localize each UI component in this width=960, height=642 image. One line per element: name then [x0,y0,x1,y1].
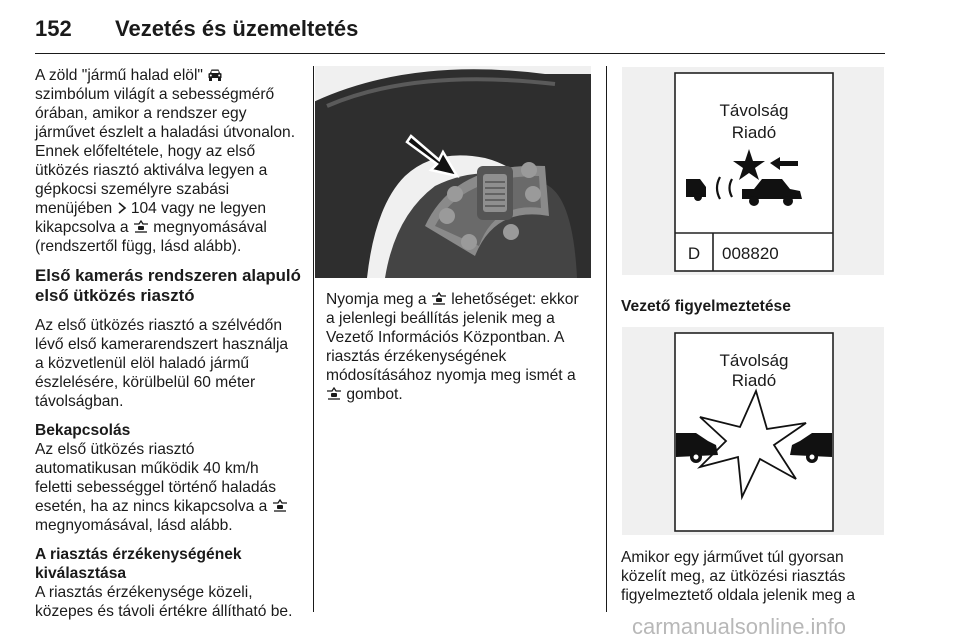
wheel-button [503,224,519,240]
fcw-sensitivity-button-icon [133,220,149,234]
vehicle-ahead-icon [207,68,223,82]
body-line: a jelenlegi beállítás jelenik meg a [326,310,555,327]
body-line: megnyomásával, lásd alább. [35,517,233,534]
body-line: riasztás érzékenységének [326,348,507,365]
body-line: esetén, ha az nincs kikapcsolva a [35,497,303,516]
distance-alert-display [622,67,884,275]
sub-heading: kiválasztása [35,565,127,582]
intro-line: szimbólum világít a sebességmérő [35,86,275,103]
intro-line: járművet észlelt a haladási útvonalon. [35,124,296,141]
column-middle [326,290,598,404]
display-title-line: Riadó [731,123,777,142]
sub-heading: A riasztás érzékenységének [35,546,242,563]
fcw-sensitivity-button-icon [326,387,342,401]
body-line: feletti sebességgel történő haladás [35,479,277,496]
page-number: 152 [35,16,72,41]
display-title-line: Távolság [719,351,789,370]
display-title-line: Riadó [731,371,777,390]
watermark: carmanualsonline.info [632,614,847,639]
column-right [621,297,889,316]
gear-indicator: D [687,244,701,263]
figure-caption: Vezető figyelmeztetése [621,298,791,315]
fcw-sensitivity-button-icon [431,292,447,306]
intro-line: ütközés riasztó aktiválva legyen a [35,162,268,179]
intro-line: (rendszertől függ, lásd alább). [35,238,242,255]
odometer-readout: 008820 [722,244,779,263]
section-title: Vezetés és üzemeltetés [115,16,359,41]
page-reference-icon[interactable] [117,201,127,215]
intro-line: menüjében 104 vagy ne legyen [35,200,267,217]
body-line: a közvetlenül elöl haladó jármű [35,355,250,372]
column-left [35,66,303,621]
body-line: Amikor egy járművet túl gyorsan [621,549,844,566]
section-heading: első ütközés riasztó [35,286,195,305]
body-line: figyelmeztető oldala jelenik meg a [621,587,856,604]
body-line: Az első ütközés riasztó [35,441,195,458]
body-line: Vezető Információs Központban. A [326,329,565,346]
body-line: lévő első kamerarendszert használja [35,336,289,353]
body-line: távolságban. [35,393,124,410]
wheel-button [521,162,537,178]
body-line: észlelésére, körülbelül 60 méter [35,374,256,391]
wheel-button [447,186,463,202]
section-heading: Első kamerás rendszeren alapuló [35,266,301,285]
column-right-text [621,548,889,605]
intro-line: gépkocsi személyre szabási [35,181,230,198]
intro-line: A zöld "jármű halad elöl" [35,66,303,85]
fcw-sensitivity-button-icon [272,499,288,513]
driver-warning-display [622,327,884,535]
page-header [35,14,885,54]
body-line: Az első ütközés riasztó a szélvédőn [35,317,283,334]
body-line: A riasztás érzékenysége közeli, [35,584,253,601]
wheel-button [525,186,541,202]
body-line: közepes és távoli értékre állítható be. [35,603,293,620]
wheel-button [461,234,477,250]
sub-heading: Bekapcsolás [35,422,131,439]
display-title-line: Távolság [719,101,789,120]
column-divider-right [606,66,607,612]
steering-wheel-illustration [315,66,591,278]
intro-line: órában, amikor a rendszer egy [35,105,247,122]
body-line: közelít meg, az ütközési riasztás [621,568,846,585]
intro-line: kikapcsolva a megnyomásával [35,219,267,236]
wheel-button [439,208,455,224]
body-line: módosításához nyomja meg ismét a [326,367,576,384]
body-line: Nyomja meg a lehetőséget: ekkor [326,291,579,308]
intro-line: Ennek előfeltétele, hogy az első [35,143,256,160]
body-line: gombot. [326,385,598,404]
body-line: automatikusan működik 40 km/h [35,460,259,477]
